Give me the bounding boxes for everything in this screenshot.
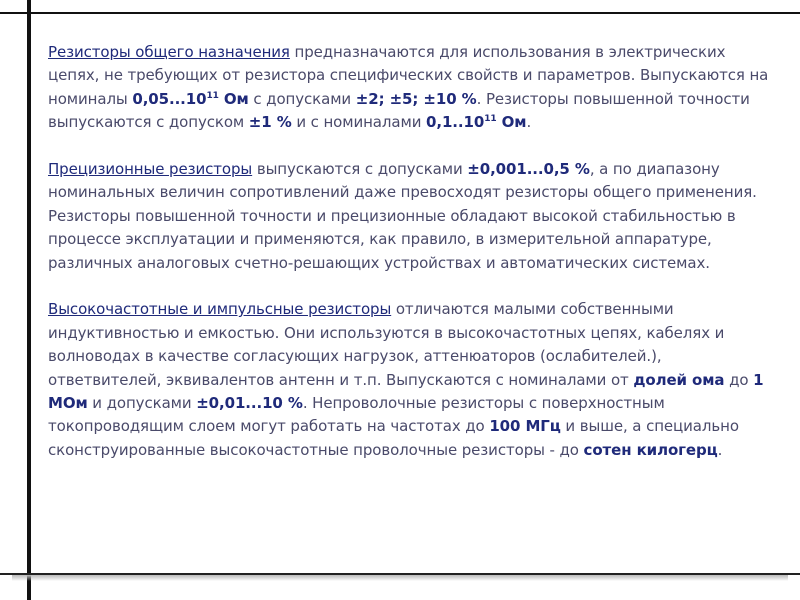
exponent: 11 [206, 90, 219, 101]
value-precision-tolerance: ±1 % [248, 113, 292, 132]
text: выпускаются с допусками [252, 160, 468, 179]
paragraph-precision [48, 158, 776, 275]
text: предназначаются для использования в электрических цепях, не требующих от резистора специфических свойств и параметров. Выпускаются на номиналы [48, 43, 769, 108]
text: с допусками [248, 89, 356, 108]
heading-precision: Прецизионные резисторы [48, 160, 253, 179]
frame-vertical-line [27, 0, 31, 600]
unit-ohm: Ом [496, 113, 527, 132]
text: . [717, 440, 723, 459]
text: отличаются малыми собственными индуктивностью и емкостью. Они используются в высокочастотных цепях, кабелях и волноводах в качестве согласующих нагрузок, аттенюаторов (ослабителей.), ответвителей, эквивалентов антенн и т.п. Выпускаются с номиналами от [48, 300, 725, 389]
slide-content [48, 41, 776, 486]
text: и допусками [87, 394, 197, 413]
text: . Непроволочные резисторы с поверхностным токопроводящим слоем могут работать на частотах до [48, 394, 665, 436]
text: . Резисторы повышенной точности выпускаются с допуском [48, 89, 750, 132]
value-precision-range: 0,1..10 [426, 113, 485, 132]
value-precision-tolerances: ±0,001...0,5 % [467, 160, 590, 179]
frame-bottom-shadow [12, 575, 788, 581]
text: до [724, 370, 754, 389]
paragraph-high-frequency [48, 298, 776, 462]
text: и выше, а специально сконструированные высокочастотные проволочные резисторы - до [48, 417, 739, 459]
value-hundreds-kilohertz: сотен килогерц [583, 440, 718, 459]
heading-high-frequency: Высокочастотные и импульсные резисторы [48, 300, 392, 319]
heading-general-purpose: Резисторы общего назначения [48, 43, 290, 61]
value-tolerances: ±2; ±5; ±10 % [355, 89, 477, 108]
text: и с номиналами [291, 113, 427, 132]
text: . [526, 113, 532, 132]
unit-ohm: Ом [218, 89, 249, 108]
paragraph-general-purpose [48, 41, 776, 135]
value-hf-tolerances: ±0,01...10 % [196, 394, 303, 413]
value-fraction-ohm: долей ома [633, 370, 725, 389]
value-one-megaohm: 1 МОм [48, 370, 764, 413]
exponent: 11 [484, 114, 497, 125]
value-nominal-range: 0,05...10 [132, 89, 207, 108]
text: , а по диапазону номинальных величин сопротивлений даже превосходят резисторы общего применения. Резисторы повышенной точности и прецизионные обладают высокой стабильностью в процессе эксплуатации и применяются, как правило, в измерительной аппаратуре, различных аналоговых счетно-решающих устройствах и автоматических системах. [48, 160, 757, 272]
frame-top-line [0, 12, 800, 14]
value-frequency: 100 МГц [489, 417, 561, 436]
